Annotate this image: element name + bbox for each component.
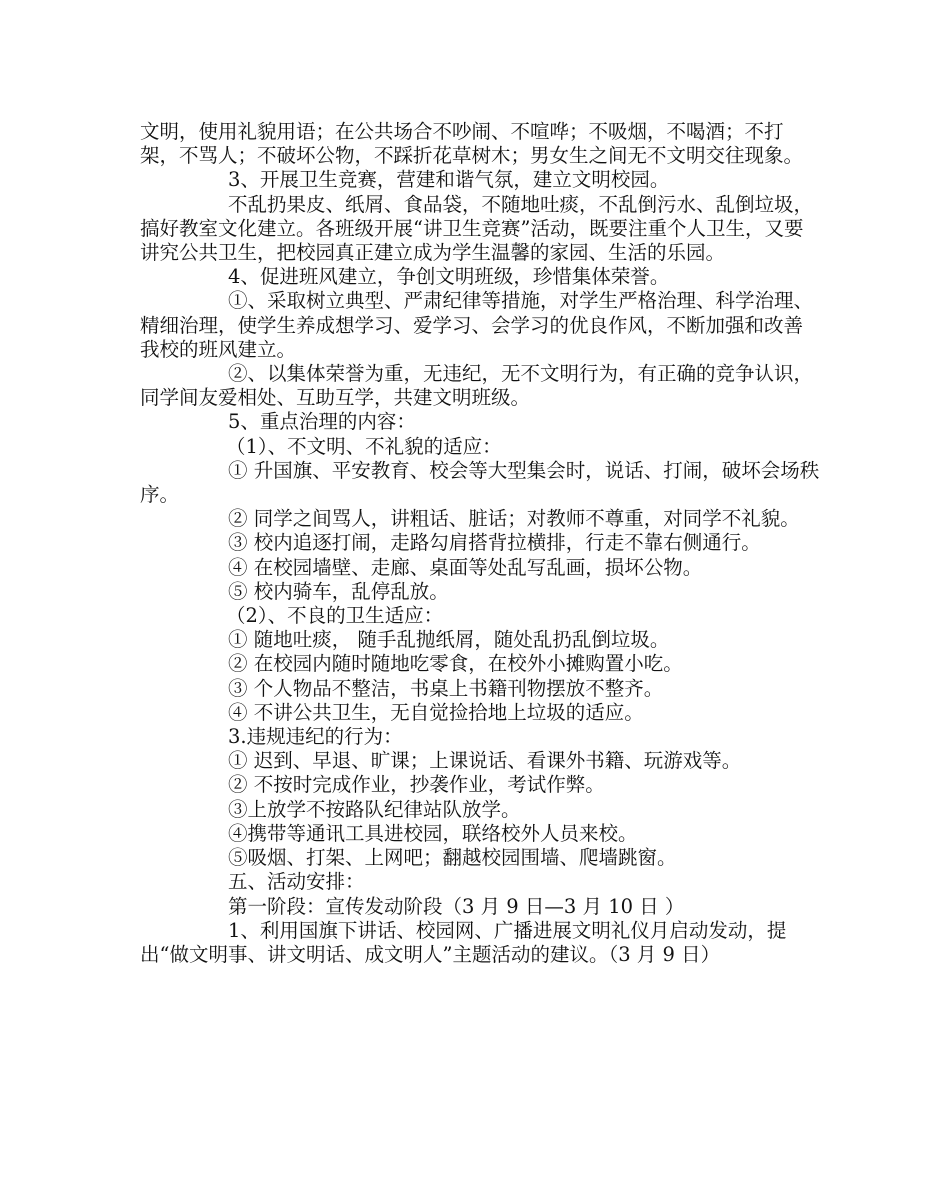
paragraph-25: 第一阶段：宣传发动阶段（3 月 9 日—3 月 10 日 ） <box>228 894 685 918</box>
paragraph-8: ① 升国旗、平安教育、校会等大型集会时，说话、打闹，破坏会场秩序。 <box>140 458 820 507</box>
document-body <box>140 120 820 967</box>
paragraph-10: ③ 校内追逐打闹，走路勾肩搭背拉横排，行走不靠右侧通行。 <box>228 531 761 555</box>
paragraph-13: （2）、不良的卫生适应： <box>226 604 444 628</box>
paragraph-24: 五、活动安排： <box>228 870 365 894</box>
paragraph-1: 3、开展卫生竞赛，营建和谐气氛，建立文明校园。 <box>228 168 670 192</box>
paragraph-11: ④ 在校园墙壁、走廊、桌面等处乱写乱画，损坏公物。 <box>228 555 703 579</box>
paragraph-9: ② 同学之间骂人，讲粗话、脏话；对教师不尊重，对同学不礼貌。 <box>228 507 800 531</box>
paragraph-18: 3.违规违纪的行为： <box>228 725 403 749</box>
paragraph-26: 1、利用国旗下讲话、校园网、广播进展文明礼仪月启动发动，提出“做文明事、讲文明话、成文明人”主题活动的建议。（3 月 9 日） <box>140 918 787 966</box>
paragraph-7: （1）、不文明、不礼貌的适应： <box>226 434 502 458</box>
paragraph-17: ④ 不讲公共卫生，无自觉捡拾地上垃圾的适应。 <box>228 700 644 724</box>
paragraph-23: ⑤吸烟、打架、上网吧；翻越校园围墙、爬墙跳窗。 <box>228 846 677 870</box>
paragraph-16: ③ 个人物品不整洁，书桌上书籍刊物摆放不整齐。 <box>228 676 664 700</box>
paragraph-0: 文明，使用礼貌用语；在公共场合不吵闹、不喧哗；不吸烟，不喝酒；不打架，不骂人；不破坏公物，不踩折花草树木；男女生之间无不文明交往现象。 <box>140 120 804 168</box>
paragraph-6: 5、重点治理的内容： <box>228 410 416 434</box>
paragraph-3: 4、促进班风建立，争创文明班级，珍惜集体荣誉。 <box>228 265 670 289</box>
paragraph-21: ③上放学不按路队纪律站队放学。 <box>228 797 521 821</box>
paragraph-12: ⑤ 校内骑车，乱停乱放。 <box>228 579 449 603</box>
paragraph-22: ④携带等通讯工具进校园，联络校外人员来校。 <box>228 821 638 845</box>
paragraph-20: ② 不按时完成作业，抄袭作业，考试作弊。 <box>228 773 605 797</box>
paragraph-4: ①、采取树立典型、严肃纪律等措施，对学生严格治理、科学治理、精细治理，使学生养成想学习、爱学习、会学习的优良作风，不断加强和改善我校的班风建立。 <box>140 289 814 361</box>
paragraph-15: ② 在校园内随时随地吃零食，在校外小摊购置小吃。 <box>228 652 683 676</box>
paragraph-5: ②、以集体荣誉为重，无违纪，无不文明行为，有正确的竞争认识，同学间友爱相处、互助互学，共建文明班级。 <box>140 362 814 410</box>
paragraph-2: 不乱扔果皮、纸屑、食品袋，不随地吐痰，不乱倒污水、乱倒垃圾，搞好教室文化建立。各班级开展“讲卫生竞赛”活动，既要注重个人卫生，又要讲究公共卫生，把校园真正建立成为学生温馨的家园、生活的乐园。 <box>140 192 814 265</box>
paragraph-19: ① 迟到、早退、旷课；上课说话、看课外书籍、玩游戏等。 <box>228 749 742 773</box>
paragraph-14: ① 随地吐痰， 随手乱抛纸屑，随处乱扔乱倒垃圾。 <box>228 628 670 652</box>
